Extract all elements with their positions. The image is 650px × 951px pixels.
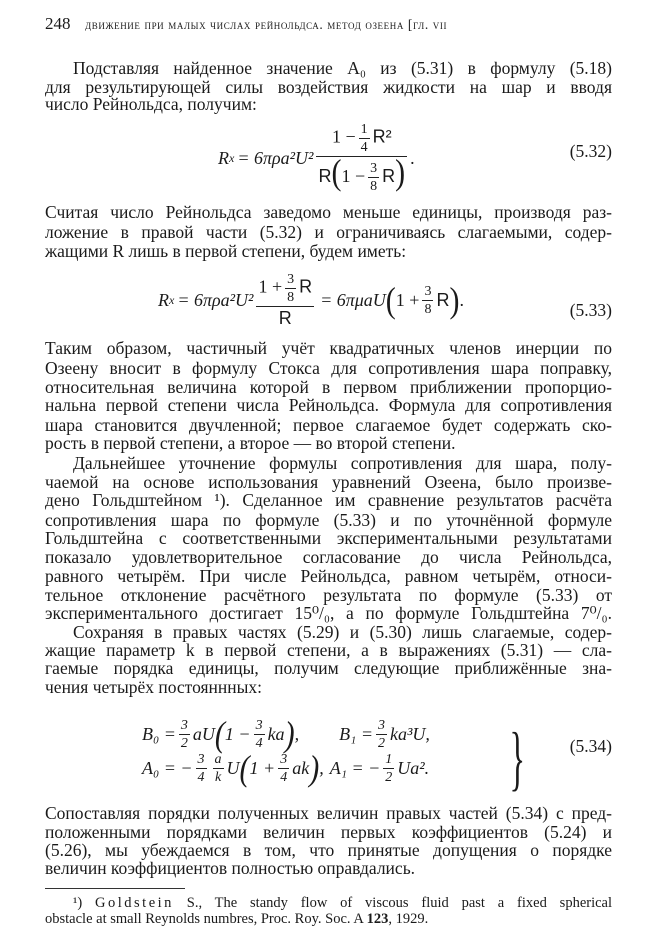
eq-term: R <box>382 166 396 186</box>
eq-term: ak <box>292 758 310 778</box>
eq-term: 1 + <box>258 276 283 297</box>
eq-term: 2 <box>385 770 393 785</box>
text-line: Таким образом, частичный учёт квадратичных членов инерции по <box>45 338 612 358</box>
eq-term: B₀ = <box>142 724 176 744</box>
eq-term: A₀ = − <box>142 758 193 778</box>
eq-term: x <box>169 293 175 307</box>
eq-term: R <box>158 290 169 310</box>
eq-term: 8 <box>370 179 378 195</box>
text-line: дено Гольдштейном ¹). Сделанное им сравнение результатов расчёта <box>45 490 612 510</box>
footnote-divider <box>45 888 185 889</box>
eq-term: a <box>214 752 222 767</box>
eq-term: 8 <box>424 302 432 317</box>
eq-term: = 6πρa²U² <box>237 147 314 168</box>
eq-term: 3 <box>255 718 263 733</box>
eq-term: 4 <box>197 770 205 785</box>
equation-label: (5.32) <box>569 141 612 161</box>
eq-term: aU <box>192 724 215 744</box>
eq-term: R <box>278 308 292 328</box>
eq-term: 1 − <box>331 126 356 147</box>
text-line: тельное отклонение расчётного результата по формуле (5.33) от <box>45 585 612 605</box>
eq-term: U <box>226 758 240 778</box>
eq-term: 3 <box>287 272 295 287</box>
text-line: рость в первой степени, а второе — во второй степени. <box>45 433 456 453</box>
running-title: движение при малых числах рейнольдса. метод озеена [гл. vii <box>85 17 448 32</box>
eq-term: , <box>294 724 300 744</box>
text-line: шара становится двучленной; первое слагаемое будет содержать ско- <box>45 415 612 435</box>
eq-fraction: 1 − $\frac{1}{4}$ R² R(1 − $\frac{3}{8}$ R) <box>318 122 406 195</box>
eq-term: 1 + <box>395 290 420 310</box>
eq-term: 1 − <box>224 724 251 744</box>
text-line: Сохраняя в правых частях (5.29) и (5.30) лишь слагаемые, содер- <box>73 622 612 642</box>
text-line: ложение в правой части (5.32) и ограничиваясь слагаемыми, содер- <box>45 222 612 242</box>
eq-term: 2 <box>180 736 188 751</box>
footnote-marker: ¹) <box>73 895 83 911</box>
eq-term: R <box>299 276 313 297</box>
eq-term: ka³U, <box>389 724 430 744</box>
equation-5-32 <box>218 122 415 194</box>
text-line: равного четырём. При числе Рейнольдса, равном четырём, относи- <box>45 566 612 586</box>
eq-term: Ua². <box>397 758 430 778</box>
eq-term: , <box>319 758 324 778</box>
footnote-line <box>45 911 612 927</box>
text-line: Сопоставляя порядки полученных величин правых частей (5.34) с пред- <box>45 803 612 823</box>
eq-term: k <box>214 770 222 785</box>
eq-term: 4 <box>280 770 288 785</box>
eq-term: A₁ = − <box>329 758 381 778</box>
text-line: для результирующей силы воздействия жидкости на шар и вводя <box>45 77 612 97</box>
text-line: Дальнейшее уточнение формулы сопротивления для шара, полу- <box>73 453 612 473</box>
text-line: Озеену вносит в формулу Стокса для сопротивления шара поправку, <box>45 358 612 378</box>
footnote-volume: 123 <box>366 911 389 927</box>
equation-label: (5.33) <box>569 300 612 320</box>
eq-term: 4 <box>360 140 368 155</box>
footnote-author: Goldstein <box>95 895 174 911</box>
text-line: нальна первой степени числа Рейнольдса. Формула для сопротивления <box>45 395 612 415</box>
equation-5-34-row-2: A₀ = − $\frac{3}{4}$ $\frac{a}{k}$ U ( 1 + $\frac{3}{4}$ ak ) , A₁ = − $\frac{1}{2}$ Ua². <box>142 748 430 788</box>
eq-term: 3 <box>424 284 432 299</box>
text-line: Гольдштейна с соответственными экспериментальными результатами <box>45 528 612 548</box>
eq-term: x <box>229 150 235 165</box>
text-line: чения четырёх постояннных: <box>45 677 263 697</box>
eq-term: R² <box>372 126 392 147</box>
eq-fraction <box>256 272 314 329</box>
eq-term: 1 <box>360 122 368 137</box>
eq-term: 1 − <box>341 166 366 186</box>
eq-term: 3 <box>180 718 188 733</box>
equation-label: (5.34) <box>569 736 612 756</box>
text-line: число Рейнольдса, получим: <box>45 94 257 114</box>
footnote-text: obstacle at small Reynolds numbres, Proc. Roy. Soc. A <box>45 911 364 927</box>
eq-term: B₁ = <box>339 724 373 744</box>
eq-term: 8 <box>287 290 295 305</box>
text-line: положенными порядками величин первых коэффициентов (5.24) и <box>45 822 612 842</box>
equation-5-33: R x = 6πρa²U² 1 + $\frac{3}{8}$ R R = 6πμaU ( 1 + $\frac{3}{8}$ R ) . <box>158 272 464 328</box>
eq-term: = 6πμaU <box>320 290 386 310</box>
eq-term: . <box>410 147 415 168</box>
footnote-text: S., The standy flow of viscous fluid past a fixed spherical <box>186 895 613 911</box>
right-brace: } <box>509 718 526 798</box>
eq-term: 4 <box>255 736 263 751</box>
eq-term: . <box>459 290 464 310</box>
eq-term: 1 + <box>249 758 276 778</box>
text-line: жащими R лишь в первой степени, будем иметь: <box>45 241 407 261</box>
text-line: величин коэффициентов полностью оправдались. <box>45 858 416 878</box>
eq-term: 3 <box>280 752 288 767</box>
text-line: (5.26), мы убеждаемся в том, что принятые допущения о порядке <box>45 840 612 860</box>
eq-term: 1 <box>385 752 393 767</box>
eq-term: 3 <box>377 718 385 733</box>
eq-term: R <box>318 166 332 186</box>
eq-term: R <box>218 147 229 168</box>
text-line: чаемой на основе использования уравнений Озеена, было произве- <box>45 472 612 492</box>
eq-term: ka <box>267 724 285 744</box>
footnote-year: , 1929. <box>388 911 429 927</box>
text-line: относительная величина которой в первом приближении пропорцио- <box>45 377 612 397</box>
eq-term: 2 <box>377 736 385 751</box>
eq-term: 3 <box>197 752 205 767</box>
eq-term: = 6πρa²U² <box>177 290 254 310</box>
footnote-line <box>45 895 612 911</box>
text-line: Подставляя найденное значение A₀ из (5.31) в формулу (5.18) <box>73 58 612 78</box>
text-line: экспериментального достигает 15⁰/₀, а по формуле Гольдштейна 7⁰/₀. <box>45 603 612 623</box>
eq-term: R <box>436 290 450 310</box>
equation-5-34-row-1: B₀ = $\frac{3}{2}$ aU ( 1 − $\frac{3}{4}$ ka ) , B₁ = $\frac{3}{2}$ ka³U, <box>142 714 430 754</box>
text-line: гаемые порядка единицы, получим следующие приближённые зна- <box>45 658 612 678</box>
text-line: сопротивления шара по формуле (5.33) и по уточнённой формуле <box>45 510 612 530</box>
text-line: показало удовлетворительное согласование до числа Рейнольдса, <box>45 547 612 567</box>
page-number: 248 <box>45 14 71 33</box>
text-line: жащие параметр k в первой степени, а в выражениях (5.31) — сла- <box>45 640 612 660</box>
eq-term: 3 <box>370 161 378 177</box>
text-line: Считая число Рейнольдса заведомо меньше единицы, производя раз- <box>45 202 612 222</box>
